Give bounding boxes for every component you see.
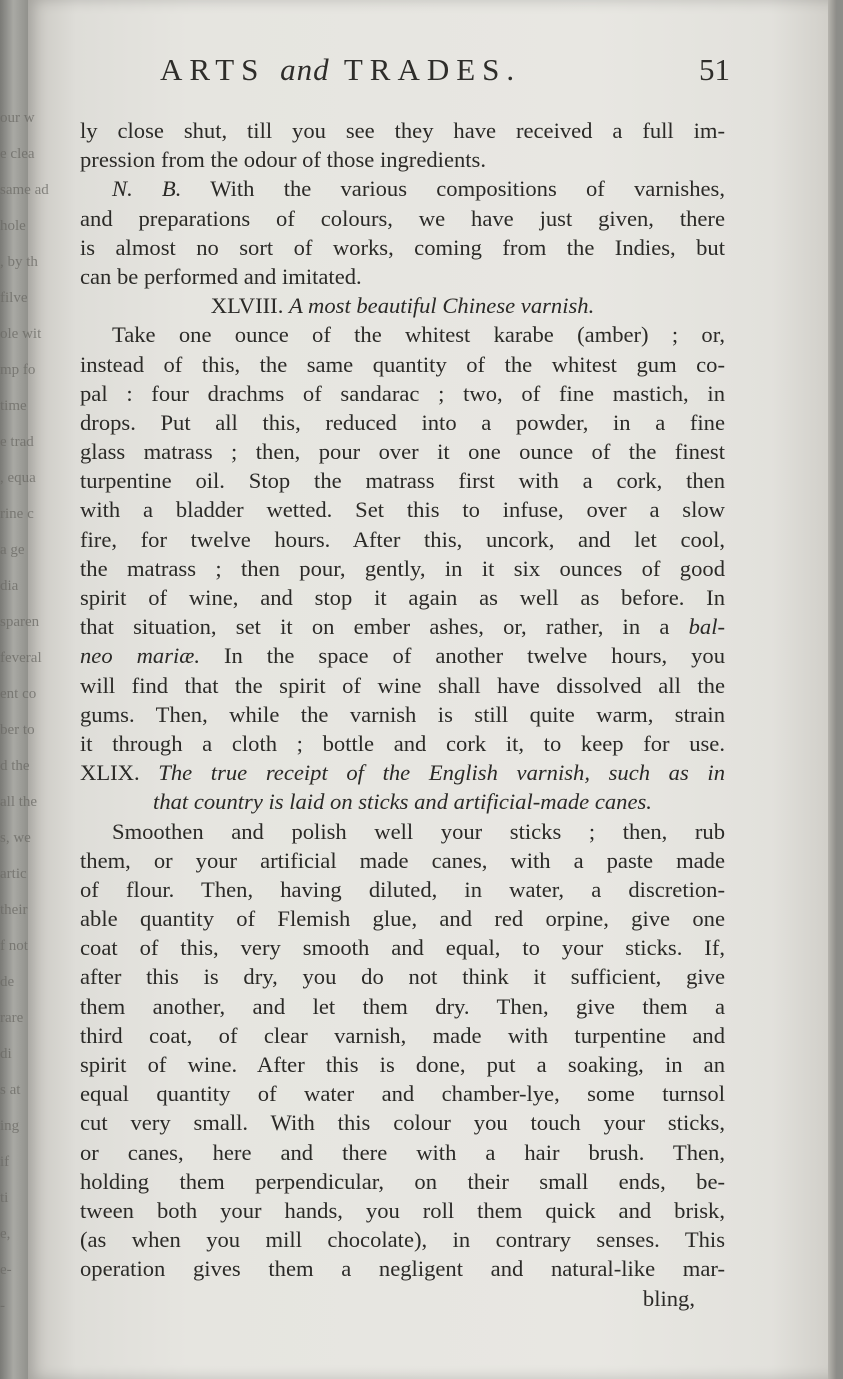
text-line: glass matrass ; then, pour over it one ounce of the finest	[80, 439, 725, 465]
text-line: tween both your hands, you roll them quick and brisk,	[80, 1197, 725, 1223]
margin-bleed-fragment: , by th	[0, 254, 38, 270]
text-line: coat of this, very smooth and equal, to your sticks. If,	[80, 935, 725, 961]
margin-bleed-fragment: e,	[0, 1226, 11, 1242]
text-line: after this is dry, you do not think it sufficient, give	[80, 964, 725, 990]
text-line: with a bladder wetted. Set this to infuse, over a slow	[80, 497, 725, 523]
margin-bleed-fragment: e clea	[0, 146, 35, 162]
text-line: able quantity of Flemish glue, and red orpine, give one	[80, 906, 725, 932]
text-line: them, or your artificial made canes, with a paste made	[80, 847, 725, 873]
margin-bleed-fragment: ing	[0, 1118, 20, 1134]
text-line: equal quantity of water and chamber-lye, some turnsol	[80, 1081, 725, 1107]
margin-bleed-fragment: time	[0, 398, 27, 414]
text-line: XLIX. The true receipt of the English varnish, such as in	[80, 760, 725, 786]
margin-bleed-fragment: mp fo	[0, 362, 36, 378]
margin-bleed-fragment: ole wit	[0, 326, 42, 342]
text-line: will find that the spirit of wine shall have dissolved all the	[80, 672, 725, 698]
margin-bleed-fragment: -	[0, 1298, 5, 1314]
text-line: pression from the odour of those ingredients.	[80, 147, 486, 173]
margin-bleed-fragment: e trad	[0, 434, 34, 450]
margin-bleed-fragment: f not	[0, 938, 28, 954]
text-line: gums. Then, while the varnish is still quite warm, strain	[80, 701, 725, 727]
margin-bleed-fragment: di	[0, 1046, 12, 1062]
margin-bleed-fragment: de	[0, 974, 15, 990]
margin-bleed-fragment: s at	[0, 1082, 21, 1098]
text-line: pal : four drachms of sandarac ; two, of fine mastich, in	[80, 380, 725, 406]
margin-bleed-fragment: our w	[0, 110, 35, 126]
margin-bleed-fragment: artic	[0, 866, 27, 882]
text-line: them another, and let them dry. Then, give them a	[80, 993, 725, 1019]
text-line: instead of this, the same quantity of the whitest gum co-	[80, 351, 725, 377]
page-edge	[828, 0, 836, 1379]
margin-bleed-fragment: e-	[0, 1262, 12, 1278]
margin-bleed-fragment: ber to	[0, 722, 35, 738]
text-line: of flour. Then, having diluted, in water, a discretion-	[80, 876, 725, 902]
margin-bleed-fragment: if	[0, 1154, 10, 1170]
text-line: that situation, set it on ember ashes, or, rather, in a bal-	[80, 614, 725, 640]
text-line: it through a cloth ; bottle and cork it, to keep for use.	[80, 730, 725, 756]
text-line: the matrass ; then pour, gently, in it six ounces of good	[80, 555, 725, 581]
text-line: third coat, of clear varnish, made with turpentine and	[80, 1022, 725, 1048]
text-line: N. B. With the various compositions of varnishes,	[112, 176, 725, 202]
margin-bleed-fragment: s, we	[0, 830, 31, 846]
text-line: and preparations of colours, we have just given, there	[80, 205, 725, 231]
text-line: can be performed and imitated.	[80, 263, 362, 289]
margin-bleed-fragment: , equa	[0, 470, 36, 486]
text-line: operation gives them a negligent and natural-like mar-	[80, 1256, 725, 1282]
margin-bleed-fragment: filve	[0, 290, 28, 306]
margin-bleed-fragment: a ge	[0, 542, 25, 558]
text-line: ly close shut, till you see they have received a full im-	[80, 118, 725, 143]
text-line: or canes, here and there with a hair brush. Then,	[80, 1139, 725, 1165]
text-line: holding them perpendicular, on their small ends, be-	[80, 1168, 725, 1194]
page-number: 51	[699, 52, 730, 87]
margin-bleed-fragment: same ad	[0, 182, 49, 198]
text-line: is almost no sort of works, coming from the Indies, but	[80, 234, 725, 260]
text-line: XLVIII. A most beautiful Chinese varnish.	[210, 293, 595, 319]
header-title-and: and	[280, 52, 330, 87]
margin-bleed-fragment: hole	[0, 218, 26, 234]
text-line: turpentine oil. Stop the matrass first with a cork, then	[80, 468, 725, 494]
text-line: Smoothen and polish well your sticks ; then, rub	[112, 818, 725, 844]
margin-bleed-fragment: sparen	[0, 614, 40, 630]
text-line: spirit of wine, and stop it again as well as before. In	[80, 585, 725, 610]
margin-bleed-fragment: d the	[0, 758, 30, 774]
margin-bleed-fragment: their	[0, 902, 28, 918]
margin-bleed-fragment: ent co	[0, 686, 37, 702]
margin-bleed-fragment: rare	[0, 1010, 24, 1026]
body-text	[80, 116, 725, 1313]
text-line: drops. Put all this, reduced into a powder, in a fine	[80, 409, 725, 435]
text-line: that country is laid on sticks and artificial-made canes.	[153, 789, 652, 815]
margin-bleed-fragment: ti	[0, 1190, 9, 1206]
text-line: fire, for twelve hours. After this, uncork, and let cool,	[80, 526, 725, 552]
text-line: (as when you mill chocolate), in contrary senses. This	[80, 1227, 725, 1253]
margin-bleed-fragment: rine c	[0, 506, 34, 522]
text-line: neo mariæ. In the space of another twelve hours, you	[80, 643, 726, 669]
header-title-arts: ARTS	[160, 52, 266, 87]
margin-bleed-fragment: dia	[0, 578, 19, 594]
header-title	[160, 52, 521, 88]
text-line: spirit of wine. After this is done, put a soaking, in an	[80, 1052, 725, 1077]
margin-bleed-fragment: feveral	[0, 650, 42, 666]
text-line: cut very small. With this colour you touch your sticks,	[80, 1110, 725, 1136]
text-line: Take one ounce of the whitest karabe (amber) ; or,	[112, 322, 725, 348]
margin-bleed-fragment: all the	[0, 794, 38, 810]
header-title-trades: TRADES.	[343, 52, 522, 87]
running-header	[160, 52, 730, 96]
text-line: bling,	[642, 1285, 695, 1311]
facing-page-margin-bleed	[0, 110, 49, 1370]
